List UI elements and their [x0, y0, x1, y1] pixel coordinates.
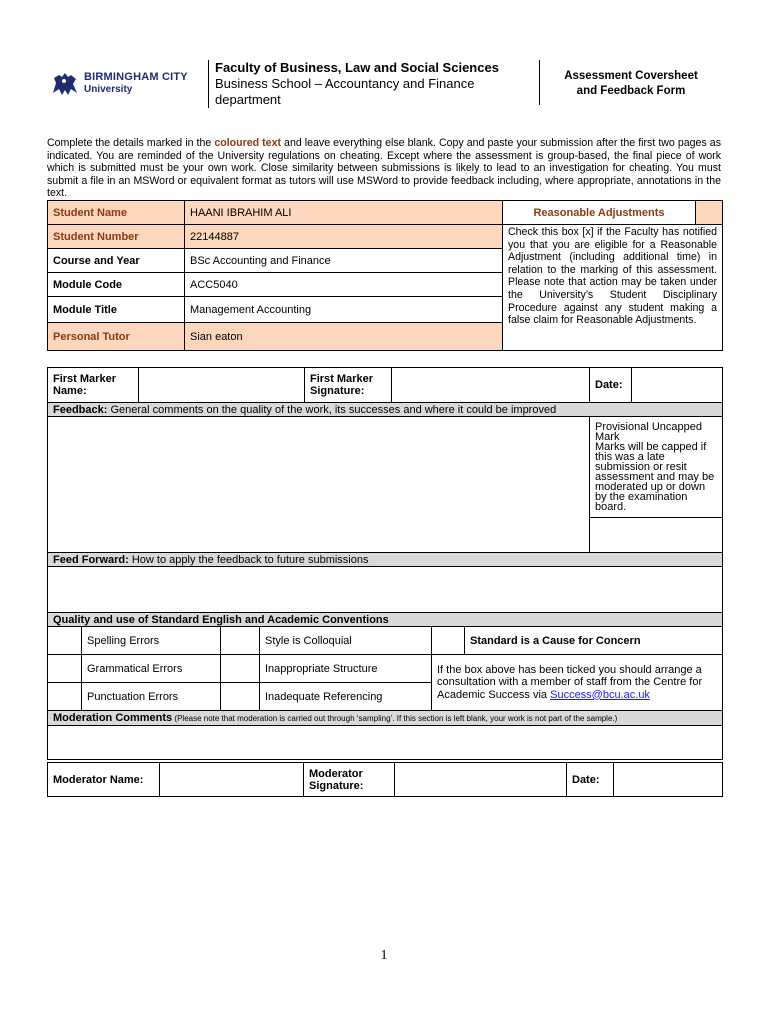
form-title: [545, 69, 717, 99]
grammatical-errors-checkbox[interactable]: [48, 655, 82, 683]
provisional-mark-field[interactable]: [590, 518, 723, 553]
provisional-mark-title: Provisional Uncapped Mark: [595, 421, 703, 443]
punctuation-errors-checkbox[interactable]: [48, 683, 82, 711]
inadequate-referencing-checkbox[interactable]: [221, 683, 260, 711]
reasonable-adjustments-title: Reasonable Adjustments: [503, 201, 696, 225]
moderator-name-field[interactable]: [160, 763, 304, 797]
student-name-value[interactable]: HAANI IBRAHIM ALI: [185, 201, 503, 225]
instructions-part2: and leave everything else blank. Copy and paste your submission after the first two pages as indicated. You are reminded of the University regulations on cheating. Except where the assessment is group-based, the final piece of work which is submitted must be your own work. Close similarity between submissions is likely to lead to an investigation for cheating. You must submit a file in an MSWord or equivalent format as tutors will use MSWord to provide feedback including, where appropriate, annotations in the text.: [47, 137, 721, 200]
faculty-title: Faculty of Business, Law and Social Sciences: [215, 60, 499, 75]
feedback-description: General comments on the quality of the work, its successes and where it could be improved: [107, 403, 557, 416]
logo-text-line1: BIRMINGHAM CITY: [84, 71, 188, 83]
reasonable-adjustments-text: Check this box [x] if the Faculty has notified you that you are eligible for a Reasonable Adjustment (including additional time) in relation to the marking of this assessment. Please note that action may be taken under the University’s Student Disciplinary Procedure against any student making a false claim for Reasonable Adjustments.: [503, 225, 723, 351]
course-year-value[interactable]: BSc Accounting and Finance: [185, 249, 503, 273]
inappropriate-structure-label: Inappropriate Structure: [260, 655, 432, 683]
spelling-errors-label: Spelling Errors: [82, 627, 221, 655]
style-colloquial-checkbox[interactable]: [221, 627, 260, 655]
module-code-value[interactable]: ACC5040: [185, 273, 503, 297]
header-divider-right: [539, 60, 540, 105]
first-marker-name-field[interactable]: [139, 368, 305, 403]
module-code-label: Module Code: [48, 273, 185, 297]
school-title: Business School – Accountancy and Finance department: [215, 76, 475, 107]
student-number-label: Student Number: [48, 225, 185, 249]
first-marker-date-label: Date:: [590, 368, 632, 403]
student-number-value[interactable]: 22144887: [185, 225, 503, 249]
moderator-signature-field[interactable]: [395, 763, 567, 797]
instructions-text: [47, 137, 721, 200]
student-details-table: [47, 200, 723, 351]
moderator-signature-label: Moderator Signature:: [304, 763, 395, 797]
punctuation-errors-label: Punctuation Errors: [82, 683, 221, 711]
student-name-label: Student Name: [48, 201, 185, 225]
form-title-line2: and Feedback Form: [576, 85, 686, 97]
cause-concern-text: [432, 655, 723, 711]
personal-tutor-label: Personal Tutor: [48, 323, 185, 351]
success-email-link[interactable]: Success@bcu.ac.uk: [550, 688, 650, 701]
cause-concern-checkbox[interactable]: [432, 627, 465, 655]
personal-tutor-value[interactable]: Sian eaton: [185, 323, 503, 351]
first-marker-name-label: First Marker Name:: [48, 368, 139, 403]
cause-concern-title: Standard is a Cause for Concern: [465, 627, 723, 655]
capped-note: Marks will be capped if this was a late submission or resit assessment and may be moderated up or down by the examination board.: [595, 441, 715, 513]
cause-concern-description: If the box above has been ticked you should arrange a consultation with a member of staff from the Centre for Academic Success via: [437, 663, 703, 701]
university-logo: [50, 68, 190, 100]
moderator-date-label: Date:: [567, 763, 614, 797]
feedback-header: [48, 403, 723, 417]
moderation-header: [48, 711, 723, 726]
first-marker-signature-label: First Marker Signature:: [305, 368, 392, 403]
moderator-table: [47, 762, 723, 797]
lion-crest-icon: [50, 69, 80, 99]
feedback-label: Feedback:: [53, 403, 108, 416]
spelling-errors-checkbox[interactable]: [48, 627, 82, 655]
moderation-comments-field[interactable]: [48, 726, 723, 760]
quality-title: Quality and use of Standard English and Academic Conventions: [48, 613, 723, 627]
page-number: 1: [380, 948, 388, 963]
feedback-field[interactable]: [48, 417, 590, 553]
quality-moderation-table: [47, 612, 723, 760]
moderator-date-field[interactable]: [614, 763, 723, 797]
moderation-note: (Please note that moderation is carried out through ‘sampling’. If this section is left blank, your work is not part of the sample.): [172, 714, 618, 723]
provisional-mark-note: [590, 417, 723, 518]
grammatical-errors-label: Grammatical Errors: [82, 655, 221, 683]
moderation-label: Moderation Comments: [53, 712, 173, 724]
marker-feedback-table: [47, 367, 723, 624]
instructions-highlight: coloured text: [214, 137, 281, 149]
module-title-value[interactable]: Management Accounting: [185, 297, 503, 323]
module-title-label: Module Title: [48, 297, 185, 323]
feed-forward-label: Feed Forward:: [53, 553, 129, 566]
moderator-name-label: Moderator Name:: [48, 763, 160, 797]
style-colloquial-label: Style is Colloquial: [260, 627, 432, 655]
first-marker-date-field[interactable]: [632, 368, 723, 403]
header-divider-left: [208, 60, 209, 108]
form-title-line1: Assessment Coversheet: [564, 70, 698, 82]
course-year-label: Course and Year: [48, 249, 185, 273]
logo-text-line2: University: [84, 84, 133, 95]
inadequate-referencing-label: Inadequate Referencing: [260, 683, 432, 711]
feed-forward-description: How to apply the feedback to future submissions: [128, 553, 369, 566]
feed-forward-header: [48, 553, 723, 567]
reasonable-adjustments-checkbox[interactable]: [696, 201, 723, 225]
first-marker-signature-field[interactable]: [392, 368, 590, 403]
inappropriate-structure-checkbox[interactable]: [221, 655, 260, 683]
instructions-part1: Complete the details marked in the: [47, 137, 215, 149]
